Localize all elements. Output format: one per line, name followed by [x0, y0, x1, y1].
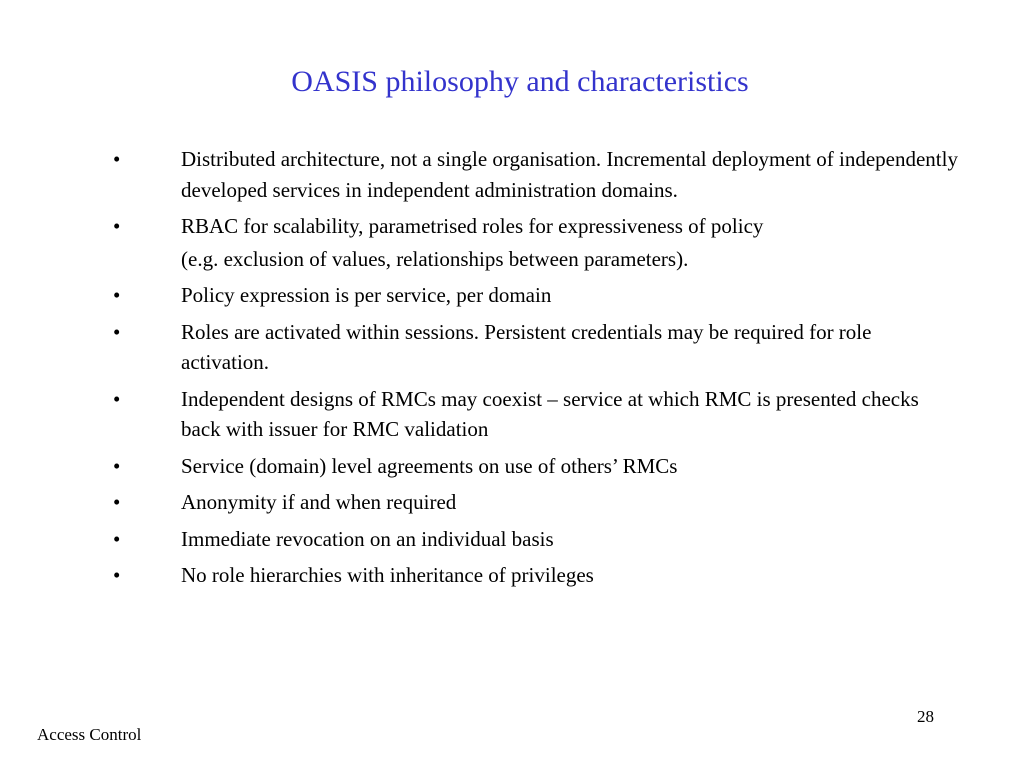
- bullet-item: [0, 211, 1024, 242]
- bullet-text: Policy expression is per service, per domain: [181, 283, 552, 307]
- bullet-item: [0, 144, 1024, 205]
- bullet-text: RBAC for scalability, parametrised roles for expressiveness of policy: [181, 214, 764, 238]
- bullet-continuation-text: (e.g. exclusion of values, relationships between parameters).: [181, 246, 689, 271]
- bullet-item: [0, 280, 1024, 311]
- footer-label: Access Control: [37, 725, 142, 744]
- bullet-icon: •: [113, 453, 121, 478]
- bullet-list: [0, 144, 1024, 597]
- bullet-item: [0, 524, 1024, 555]
- bullet-text: Immediate revocation on an individual basis: [181, 526, 554, 551]
- bullet-text: Distributed architecture, not a single organisation. Incremental deployment of independently developed services in independent administration domains.: [181, 147, 958, 202]
- bullet-icon: •: [113, 526, 121, 551]
- bullet-icon: •: [113, 147, 121, 171]
- bullet-text: Anonymity if and when required: [181, 490, 457, 514]
- bullet-icon: •: [113, 283, 121, 307]
- bullet-item: [0, 451, 1024, 482]
- bullet-icon: •: [113, 563, 121, 587]
- bullet-icon: •: [113, 490, 121, 514]
- bullet-item: [0, 487, 1024, 518]
- bullet-icon: •: [113, 214, 121, 238]
- bullet-text: Roles are activated within sessions. Persistent credentials may be required for role activation.: [181, 319, 872, 374]
- bullet-icon: •: [113, 319, 121, 344]
- bullet-text: Independent designs of RMCs may coexist – service at which RMC is presented checks back with issuer for RMC validation: [181, 386, 919, 441]
- bullet-item: [0, 317, 1024, 378]
- bullet-text: Service (domain) level agreements on use of others’ RMCs: [181, 453, 678, 478]
- bullet-item: [0, 560, 1024, 591]
- bullet-text: No role hierarchies with inheritance of privileges: [181, 563, 594, 587]
- slide-title: OASIS philosophy and characteristics: [291, 65, 749, 98]
- bullet-item: [0, 384, 1024, 445]
- bullet-icon: •: [113, 386, 121, 411]
- page-number: 28: [917, 707, 934, 726]
